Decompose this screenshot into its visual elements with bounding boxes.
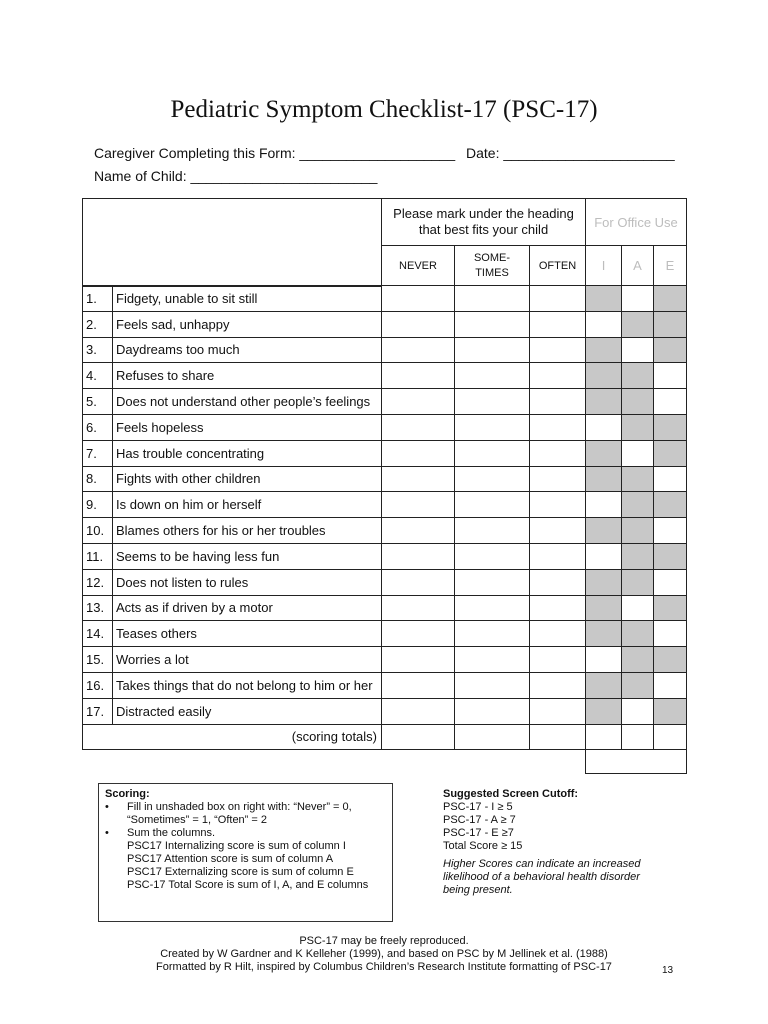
office-cell-e: [654, 286, 687, 312]
item-text: Has trouble concentrating: [113, 440, 382, 466]
office-cell-a: [622, 286, 654, 312]
often-cell[interactable]: [530, 492, 586, 518]
scoring-bullet-text: Fill in unshaded box on right with: “Never” = 0, “Sometimes” = 1, “Often” = 2: [127, 801, 352, 826]
office-cell-a: [622, 337, 654, 363]
office-cell-a: [622, 414, 654, 440]
cutoff-line: PSC-17 - A ≥ 7: [443, 814, 516, 826]
often-cell[interactable]: [530, 363, 586, 389]
footer-line: PSC-17 may be freely reproduced.: [299, 935, 469, 947]
col-header-e: E: [654, 246, 687, 286]
total-cell-e[interactable]: [654, 724, 687, 749]
page-title: Pediatric Symptom Checklist-17 (PSC-17): [170, 96, 598, 123]
often-cell[interactable]: [530, 518, 586, 544]
scoring-line: PSC-17 Total Score is sum of I, A, and E columns: [127, 879, 369, 891]
total-cell-a[interactable]: [622, 724, 654, 749]
never-cell[interactable]: [382, 337, 455, 363]
caregiver-field[interactable]: Caregiver Completing this Form: ____________________: [94, 145, 456, 161]
bullet-icon: •: [105, 827, 109, 839]
office-cell-e: [654, 466, 687, 492]
office-cell-a: [622, 647, 654, 673]
office-cell-i: [586, 569, 622, 595]
scoring-line: PSC17 Externalizing score is sum of column E: [127, 866, 354, 878]
instruction-header: Please mark under the heading that best fits your child: [382, 199, 586, 246]
table-row: [83, 492, 687, 518]
col-header-often: OFTEN: [530, 246, 586, 286]
never-cell[interactable]: [382, 492, 455, 518]
sometimes-cell[interactable]: [455, 389, 530, 415]
office-cell-e: [654, 492, 687, 518]
office-cell-e: [654, 389, 687, 415]
often-cell[interactable]: [530, 311, 586, 337]
cutoff-line: PSC-17 - I ≥ 5: [443, 801, 513, 813]
often-cell[interactable]: [530, 569, 586, 595]
sometimes-cell[interactable]: [455, 621, 530, 647]
symptom-table: [82, 198, 687, 774]
item-text: Distracted easily: [113, 698, 382, 724]
scoring-bullet: [105, 827, 386, 840]
never-cell[interactable]: [382, 698, 455, 724]
never-cell[interactable]: [382, 286, 455, 312]
never-cell[interactable]: [382, 621, 455, 647]
often-cell[interactable]: [530, 414, 586, 440]
table-row: [83, 414, 687, 440]
table-row: [83, 389, 687, 415]
item-text: Takes things that do not belong to him or her: [113, 672, 382, 698]
blank-spacer: [83, 749, 586, 773]
sometimes-cell[interactable]: [455, 672, 530, 698]
total-cell-i[interactable]: [586, 724, 622, 749]
often-cell[interactable]: [530, 286, 586, 312]
sometimes-cell[interactable]: [455, 414, 530, 440]
often-cell[interactable]: [530, 672, 586, 698]
scoring-totals-label: (scoring totals): [83, 724, 382, 749]
never-cell[interactable]: [382, 569, 455, 595]
col-header-sometimes: SOME- TIMES: [455, 246, 530, 286]
item-text: Seems to be having less fun: [113, 543, 382, 569]
item-text: Refuses to share: [113, 363, 382, 389]
item-text: Feels sad, unhappy: [113, 311, 382, 337]
office-cell-a: [622, 466, 654, 492]
item-number: 8.: [83, 466, 113, 492]
often-cell[interactable]: [530, 621, 586, 647]
office-cell-a: [622, 698, 654, 724]
office-cell-e: [654, 543, 687, 569]
item-number: 12.: [83, 569, 113, 595]
table-row: [83, 672, 687, 698]
item-number: 14.: [83, 621, 113, 647]
item-text: Daydreams too much: [113, 337, 382, 363]
table-row: [83, 337, 687, 363]
often-cell[interactable]: [530, 337, 586, 363]
often-cell[interactable]: [530, 543, 586, 569]
item-number: 11.: [83, 543, 113, 569]
table-row: [83, 286, 687, 312]
office-cell-i: [586, 337, 622, 363]
office-cell-e: [654, 698, 687, 724]
often-cell[interactable]: [530, 595, 586, 621]
often-cell[interactable]: [530, 698, 586, 724]
office-cell-i: [586, 621, 622, 647]
office-cell-e: [654, 647, 687, 673]
sometimes-cell[interactable]: [455, 647, 530, 673]
never-cell[interactable]: [382, 363, 455, 389]
page-number: 13: [662, 965, 674, 976]
sometimes-cell[interactable]: [455, 518, 530, 544]
cutoff-note: Higher Scores can indicate an increased likelihood of a behavioral health disorder being present.: [443, 858, 641, 896]
item-number: 13.: [83, 595, 113, 621]
office-cell-a: [622, 440, 654, 466]
cutoff-line: PSC-17 - E ≥7: [443, 827, 514, 839]
never-cell[interactable]: [382, 414, 455, 440]
item-text: Feels hopeless: [113, 414, 382, 440]
sometimes-cell[interactable]: [455, 466, 530, 492]
office-use-header: For Office Use: [586, 199, 687, 246]
office-cell-a: [622, 672, 654, 698]
scoring-bullet: [105, 801, 386, 827]
item-number: 1.: [83, 286, 113, 312]
screen-cutoff: [443, 788, 663, 897]
office-cell-i: [586, 286, 622, 312]
footer-line: Created by W Gardner and K Kelleher (1999), and based on PSC by M Jellinek et al. (1988): [160, 948, 608, 960]
col-header-i: I: [586, 246, 622, 286]
item-text: Fidgety, unable to sit still: [113, 286, 382, 312]
item-text: Acts as if driven by a motor: [113, 595, 382, 621]
item-number: 3.: [83, 337, 113, 363]
never-cell[interactable]: [382, 440, 455, 466]
office-cell-a: [622, 311, 654, 337]
scoring-box: [98, 783, 393, 922]
often-cell[interactable]: [530, 466, 586, 492]
office-cell-i: [586, 492, 622, 518]
item-text: Does not listen to rules: [113, 569, 382, 595]
item-number: 10.: [83, 518, 113, 544]
scoring-bullet-text: Sum the columns.: [127, 827, 216, 839]
sometimes-cell[interactable]: [455, 440, 530, 466]
never-cell[interactable]: [382, 543, 455, 569]
child-name-field[interactable]: Name of Child: ________________________: [94, 168, 378, 184]
never-cell[interactable]: [382, 595, 455, 621]
office-cell-e: [654, 363, 687, 389]
table-row: [83, 647, 687, 673]
office-cell-i: [586, 363, 622, 389]
item-text: Blames others for his or her troubles: [113, 518, 382, 544]
often-cell[interactable]: [530, 389, 586, 415]
total-cell-never: [382, 724, 455, 749]
totals-row: [83, 724, 687, 749]
sometimes-cell[interactable]: [455, 698, 530, 724]
office-cell-a: [622, 518, 654, 544]
office-cell-a: [622, 569, 654, 595]
office-cell-i: [586, 440, 622, 466]
col-header-a: A: [622, 246, 654, 286]
office-cell-a: [622, 492, 654, 518]
never-cell[interactable]: [382, 647, 455, 673]
often-cell[interactable]: [530, 647, 586, 673]
often-cell[interactable]: [530, 440, 586, 466]
item-number: 16.: [83, 672, 113, 698]
office-cell-i: [586, 698, 622, 724]
office-cell-i: [586, 389, 622, 415]
item-number: 7.: [83, 440, 113, 466]
office-cell-a: [622, 543, 654, 569]
sometimes-cell[interactable]: [455, 492, 530, 518]
office-cell-e: [654, 621, 687, 647]
footer: [0, 935, 768, 974]
table-row: [83, 569, 687, 595]
sometimes-cell[interactable]: [455, 595, 530, 621]
sometimes-cell[interactable]: [455, 569, 530, 595]
total-score-row: [83, 749, 687, 773]
sometimes-cell[interactable]: [455, 543, 530, 569]
never-cell[interactable]: [382, 672, 455, 698]
item-text: Is down on him or herself: [113, 492, 382, 518]
never-cell[interactable]: [382, 518, 455, 544]
office-cell-e: [654, 518, 687, 544]
office-cell-a: [622, 595, 654, 621]
table-row: [83, 363, 687, 389]
item-text: Teases others: [113, 621, 382, 647]
scoring-line: PSC17 Attention score is sum of column A: [127, 853, 334, 865]
date-field[interactable]: Date: ______________________: [466, 145, 675, 161]
sometimes-cell[interactable]: [455, 363, 530, 389]
item-text: Worries a lot: [113, 647, 382, 673]
office-cell-i: [586, 466, 622, 492]
office-cell-i: [586, 672, 622, 698]
item-number: 15.: [83, 647, 113, 673]
table-row: [83, 698, 687, 724]
item-number: 17.: [83, 698, 113, 724]
never-cell[interactable]: [382, 311, 455, 337]
footer-line: Formatted by R Hilt, inspired by Columbus Children’s Research Institute formatting of PSC-17: [156, 961, 612, 973]
scoring-line: PSC17 Internalizing score is sum of column I: [127, 840, 346, 852]
header-blank: [83, 199, 382, 286]
office-cell-a: [622, 363, 654, 389]
col-header-never: NEVER: [382, 246, 455, 286]
office-cell-e: [654, 414, 687, 440]
total-score-cell[interactable]: [586, 749, 687, 773]
table-row: [83, 440, 687, 466]
item-number: 2.: [83, 311, 113, 337]
item-number: 5.: [83, 389, 113, 415]
scoring-heading: Scoring:: [105, 788, 150, 800]
office-cell-i: [586, 595, 622, 621]
office-cell-e: [654, 672, 687, 698]
table-row: [83, 466, 687, 492]
office-cell-e: [654, 595, 687, 621]
office-cell-i: [586, 311, 622, 337]
sometimes-cell[interactable]: [455, 286, 530, 312]
office-cell-i: [586, 543, 622, 569]
sometimes-cell[interactable]: [455, 311, 530, 337]
table-row: [83, 311, 687, 337]
cutoff-heading: Suggested Screen Cutoff:: [443, 788, 579, 800]
item-number: 6.: [83, 414, 113, 440]
cutoff-line: Total Score ≥ 15: [443, 840, 523, 852]
office-cell-a: [622, 389, 654, 415]
office-cell-i: [586, 647, 622, 673]
item-text: Does not understand other people’s feelings: [113, 389, 382, 415]
never-cell[interactable]: [382, 389, 455, 415]
table-row: [83, 543, 687, 569]
office-cell-a: [622, 621, 654, 647]
office-cell-e: [654, 311, 687, 337]
item-number: 9.: [83, 492, 113, 518]
office-cell-e: [654, 440, 687, 466]
office-cell-i: [586, 414, 622, 440]
office-cell-i: [586, 518, 622, 544]
table-row: [83, 595, 687, 621]
office-cell-e: [654, 337, 687, 363]
bullet-icon: •: [105, 801, 109, 813]
office-cell-e: [654, 569, 687, 595]
item-text: Fights with other children: [113, 466, 382, 492]
never-cell[interactable]: [382, 466, 455, 492]
total-cell-sometimes: [455, 724, 530, 749]
total-cell-often: [530, 724, 586, 749]
sometimes-cell[interactable]: [455, 337, 530, 363]
table-row: [83, 518, 687, 544]
table-row: [83, 621, 687, 647]
item-number: 4.: [83, 363, 113, 389]
